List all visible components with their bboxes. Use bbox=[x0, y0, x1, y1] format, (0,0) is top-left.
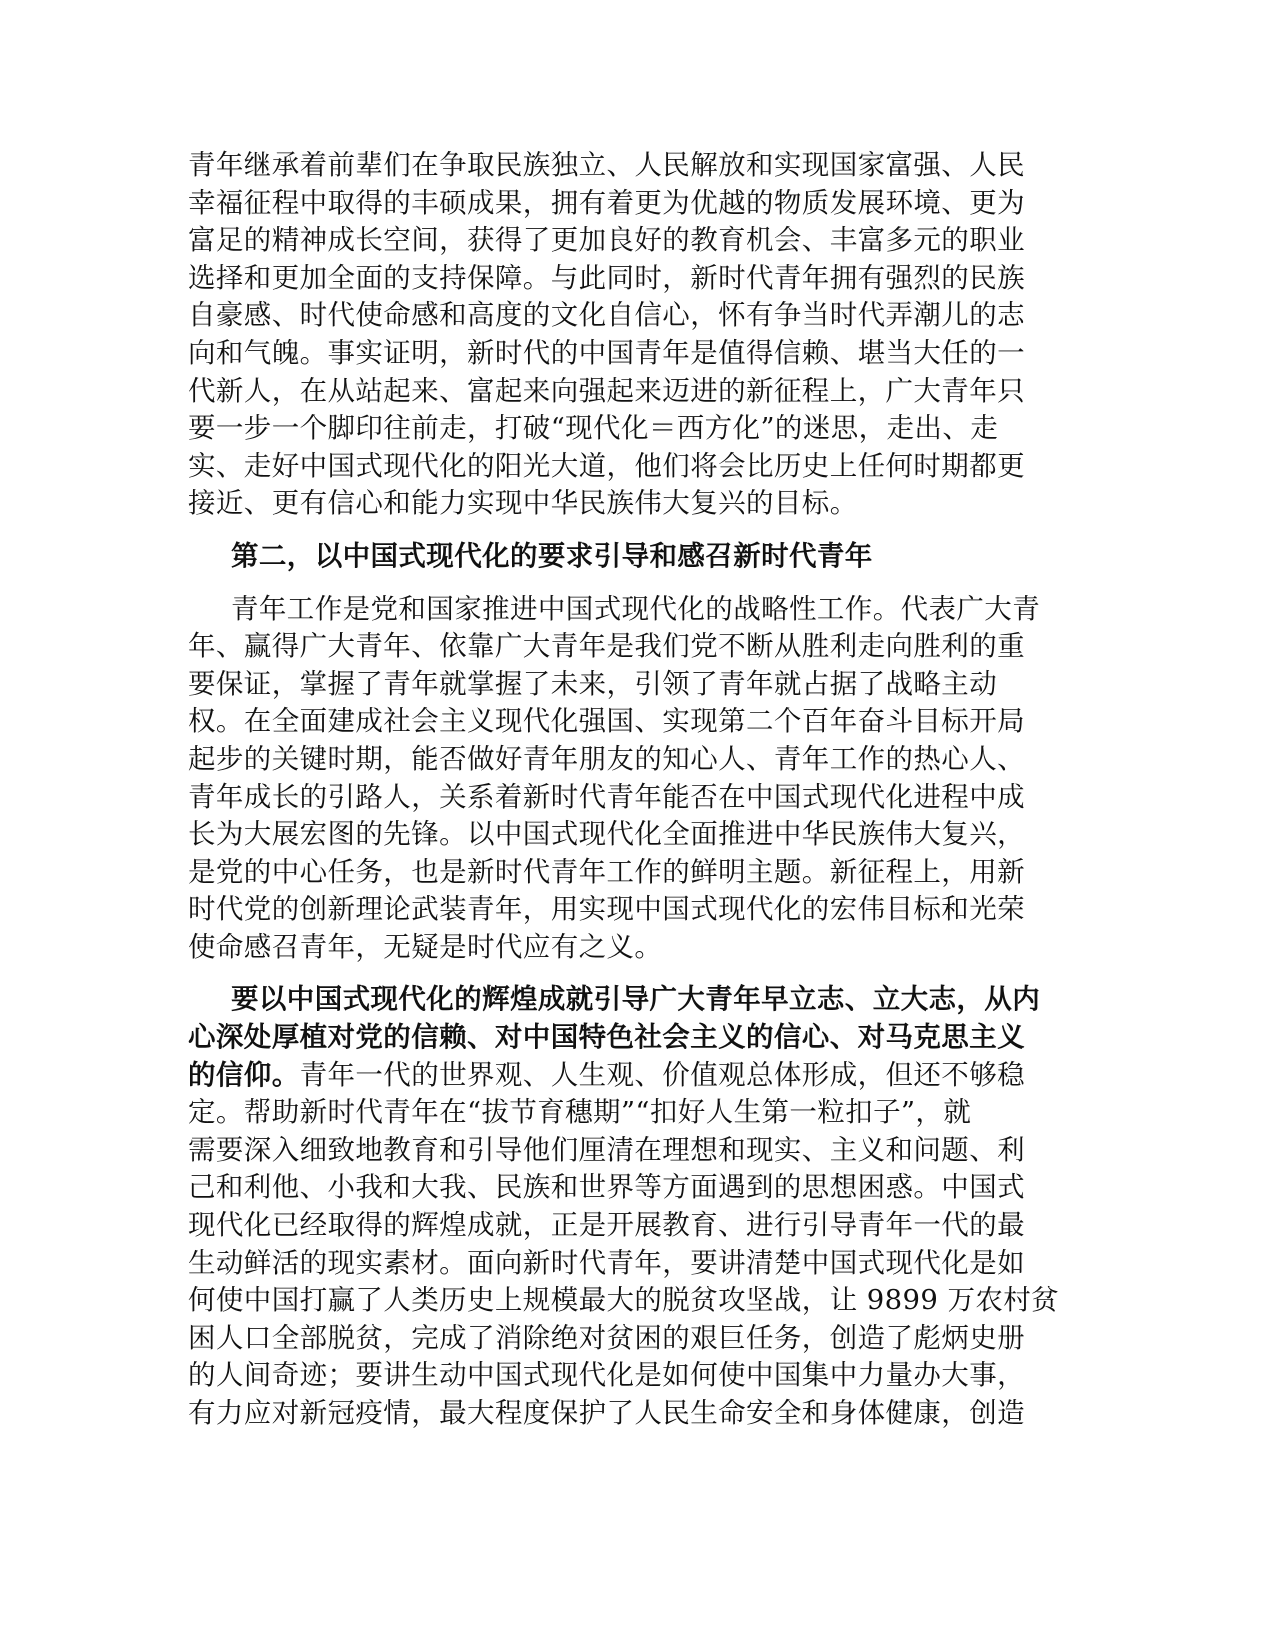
text-line bbox=[188, 1057, 1068, 1095]
text-line: 困人口全部脱贫，完成了消除绝对贫困的艰巨任务，创造了彪炳史册 bbox=[188, 1321, 1025, 1354]
text-line: 起步的关键时期，能否做好青年朋友的知心人、青年工作的热心人、 bbox=[188, 742, 1025, 775]
bold-lead-line bbox=[188, 1019, 1068, 1057]
bold-lead-text: 要以中国式现代化的辉煌成就引导广大青年早立志、立大志，从内 bbox=[231, 983, 1041, 1016]
text-line: 向和气魄。事实证明，新时代的中国青年是值得信赖、堪当大任的一 bbox=[188, 336, 1025, 369]
bold-lead-text: 的信仰。 bbox=[188, 1058, 300, 1091]
text-line: 富足的精神成长空间，获得了更加良好的教育机会、丰富多元的职业 bbox=[188, 224, 1025, 257]
text-line: 长为大展宏图的先锋。以中国式现代化全面推进中华民族伟大复兴， bbox=[188, 818, 1025, 851]
text-line: 定。帮助新时代青年在“拔节育穗期”“扣好人生第一粒扣子”，就 bbox=[188, 1096, 972, 1129]
text-line: 生动鲜活的现实素材。面向新时代青年，要讲清楚中国式现代化是如 bbox=[188, 1246, 1025, 1279]
paragraph-1 bbox=[188, 147, 1068, 523]
paragraph-2 bbox=[188, 591, 1068, 967]
text-line: 现代化已经取得的辉煌成就，正是开展教育、进行引导青年一代的最 bbox=[188, 1209, 1025, 1242]
bold-lead-text: 心深处厚植对党的信赖、对中国特色社会主义的信心、对马克思主义 bbox=[188, 1021, 1025, 1054]
text-line: 接近、更有信心和能力实现中华民族伟大复兴的目标。 bbox=[188, 487, 858, 520]
text-line: 的人间奇迹；要讲生动中国式现代化是如何使中国集中力量办大事， bbox=[188, 1359, 1025, 1392]
text-line: 己和利他、小我和大我、民族和世界等方面遇到的思想困惑。中国式 bbox=[188, 1171, 1025, 1204]
text-line: 有力应对新冠疫情，最大程度保护了人民生命安全和身体健康，创造 bbox=[188, 1397, 1025, 1429]
section-heading-text: 第二，以中国式现代化的要求引导和感召新时代青年 bbox=[231, 539, 873, 572]
text-line: 代新人，在从站起来、富起来向强起来迈进的新征程上，广大青年只 bbox=[188, 374, 1025, 407]
text-line: 使命感召青年，无疑是时代应有之义。 bbox=[188, 930, 663, 963]
text-line: 权。在全面建成社会主义现代化强国、实现第二个百年奋斗目标开局 bbox=[188, 705, 1025, 738]
text-line: 自豪感、时代使命感和高度的文化自信心，怀有争当时代弄潮儿的志 bbox=[188, 299, 1025, 332]
text-line: 要保证，掌握了青年就掌握了未来，引领了青年就占据了战略主动 bbox=[188, 667, 998, 700]
text-line: 需要深入细致地教育和引导他们厘清在理想和现实、主义和问题、利 bbox=[188, 1133, 1025, 1166]
text-line: 青年工作是党和国家推进中国式现代化的战略性工作。代表广大青 bbox=[231, 592, 1041, 625]
text-line: 青年成长的引路人，关系着新时代青年能否在中国式现代化进程中成 bbox=[188, 780, 1025, 813]
text-line: 何使中国打赢了人类历史上规模最大的脱贫攻坚战，让 9899 万农村贫 bbox=[188, 1284, 1060, 1317]
bold-lead-line bbox=[188, 981, 1068, 1019]
paragraph-3 bbox=[188, 981, 1068, 1432]
text-line: 选择和更加全面的支持保障。与此同时，新时代青年拥有强烈的民族 bbox=[188, 261, 1025, 294]
section-heading bbox=[188, 538, 1068, 576]
text-line: 青年继承着前辈们在争取民族独立、人民解放和实现国家富强、人民 bbox=[188, 149, 1025, 181]
document-body bbox=[188, 147, 1068, 1433]
text-line: 幸福征程中取得的丰硕成果，拥有着更为优越的物质发展环境、更为 bbox=[188, 186, 1025, 219]
body-text: 青年一代的世界观、人生观、价值观总体形成，但还不够稳 bbox=[299, 1058, 1026, 1091]
text-line: 实、走好中国式现代化的阳光大道，他们将会比历史上任何时期都更 bbox=[188, 449, 1025, 482]
text-line: 是党的中心任务，也是新时代青年工作的鲜明主题。新征程上，用新 bbox=[188, 855, 1025, 888]
text-line: 年、赢得广大青年、依靠广大青年是我们党不断从胜利走向胜利的重 bbox=[188, 630, 1025, 663]
text-line: 要一步一个脚印往前走，打破“现代化＝西方化”的迷思，走出、走 bbox=[188, 412, 999, 445]
text-line: 时代党的创新理论武装青年，用实现中国式现代化的宏伟目标和光荣 bbox=[188, 893, 1025, 926]
